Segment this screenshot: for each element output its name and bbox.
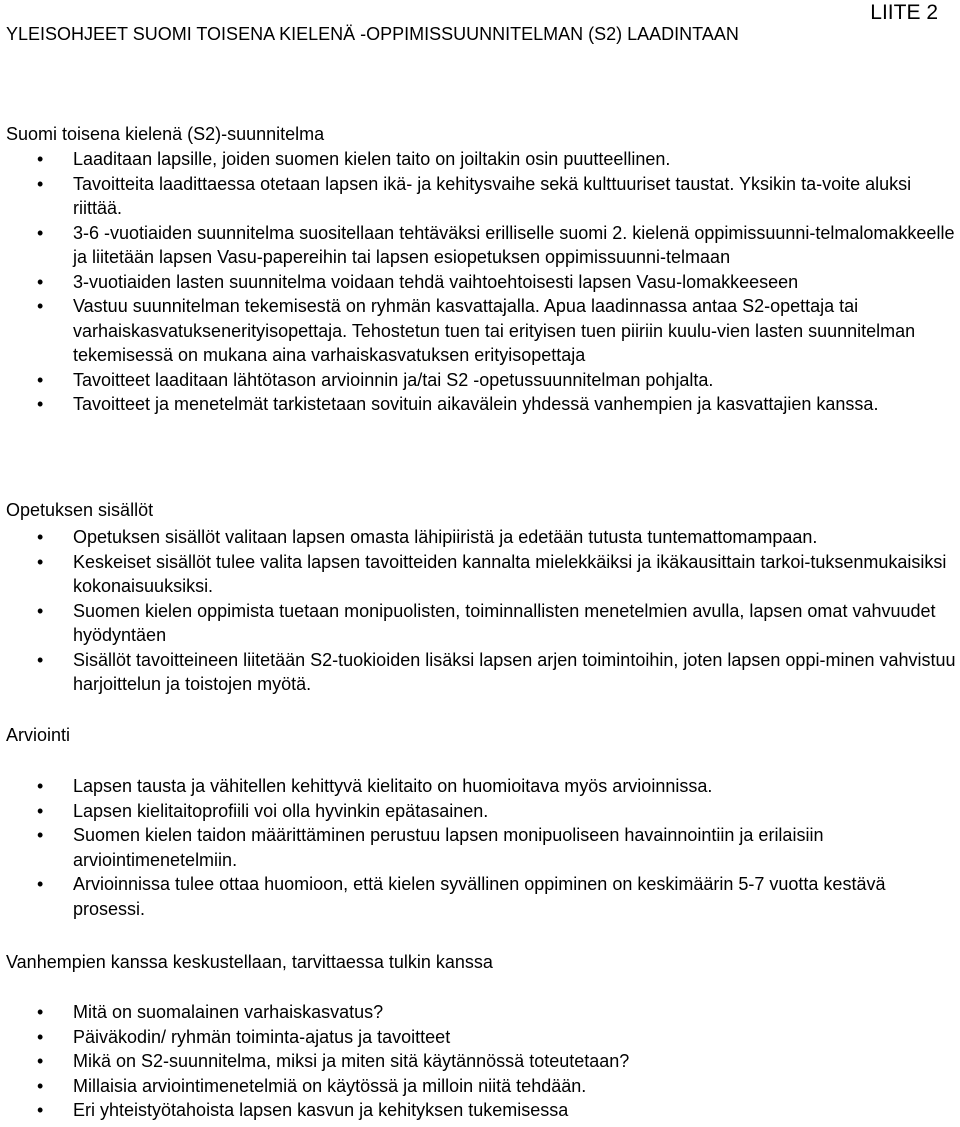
section-heading-assessment: Arviointi (6, 725, 71, 745)
appendix-label: LIITE 2 (870, 1, 938, 24)
s2-plan-list (0, 147, 960, 417)
list-item: • Mitä on suomalainen varhaiskasvatus? (0, 1000, 960, 1025)
list-item: • Opetuksen sisällöt valitaan lapsen omasta lähipiiristä ja edetään tutusta tuntemattomampaan. (0, 525, 960, 550)
section-heading-s2-plan: Suomi toisena kielenä (S2)-suunnitelma (6, 124, 325, 144)
list-item: • Suomen kielen taidon määrittäminen perustuu lapsen monipuoliseen havainnointiin ja erilaisiin arviointimenetelmiin. (0, 823, 960, 872)
section-heading-contents: Opetuksen sisällöt (6, 500, 154, 520)
list-item: • Laaditaan lapsille, joiden suomen kielen taito on joiltakin osin puutteellinen. (0, 147, 960, 172)
list-item: • Lapsen kielitaitoprofiili voi olla hyvinkin epätasainen. (0, 799, 960, 824)
list-item: • Mikä on S2-suunnitelma, miksi ja miten sitä käytännössä toteutetaan? (0, 1049, 960, 1074)
parents-list (0, 1000, 960, 1123)
list-item: • Päiväkodin/ ryhmän toiminta-ajatus ja tavoitteet (0, 1025, 960, 1050)
list-item: • Arvioinnissa tulee ottaa huomioon, että kielen syvällinen oppiminen on keskimäärin 5-7 vuotta kestävä prosessi. (0, 872, 960, 921)
list-item: • Vastuu suunnitelman tekemisestä on ryhmän kasvattajalla. Apua laadinnassa antaa S2-opettaja tai varhaiskasvatuksenerityisopettaja. Tehostetun tuen tai erityisen tuen piiriin kuulu-vien lasten suunnitelman tekemisessä on mukana aina varhaiskasvatuksen erityisopettaja (0, 294, 960, 368)
list-item: • Millaisia arviointimenetelmiä on käytössä ja milloin niitä tehdään. (0, 1074, 960, 1099)
list-item: • Lapsen tausta ja vähitellen kehittyvä kielitaito on huomioitava myös arvioinnissa. (0, 774, 960, 799)
list-item: • Tavoitteet ja menetelmät tarkistetaan sovituin aikavälein yhdessä vanhempien ja kasvattajien kanssa. (0, 392, 960, 417)
list-item: • 3-vuotiaiden lasten suunnitelma voidaan tehdä vaihtoehtoisesti lapsen Vasu-lomakkeeseen (0, 270, 960, 295)
section-heading-parents: Vanhempien kanssa keskustellaan, tarvittaessa tulkin kanssa (6, 952, 493, 972)
list-item: • Eri yhteistyötahoista lapsen kasvun ja kehityksen tukemisessa (0, 1098, 960, 1123)
list-item: • Tavoitteita laadittaessa otetaan lapsen ikä- ja kehitysvaihe sekä kulttuuriset taustat. Yksikin ta-voite aluksi riittää. (0, 172, 960, 221)
contents-list (0, 525, 960, 697)
list-item: • Sisällöt tavoitteineen liitetään S2-tuokioiden lisäksi lapsen arjen toimintoihin, joten lapsen oppi-minen vahvistuu harjoittelun ja toistojen myötä. (0, 648, 960, 697)
list-item: • Tavoitteet laaditaan lähtötason arvioinnin ja/tai S2 -opetussuunnitelman pohjalta. (0, 368, 960, 393)
list-item: • Suomen kielen oppimista tuetaan monipuolisten, toiminnallisten menetelmien avulla, lapsen omat vahvuudet hyödyntäen (0, 599, 960, 648)
assessment-list (0, 774, 960, 921)
list-item: • Keskeiset sisällöt tulee valita lapsen tavoitteiden kannalta mielekkäiksi ja ikäkausittain tarkoi-tuksenmukaisiksi kokonaisuuksiksi. (0, 550, 960, 599)
list-item: • 3-6 -vuotiaiden suunnitelma suositellaan tehtäväksi erilliselle suomi 2. kielenä oppimissuunni-telmalomakkeelle ja liitetään lapsen Vasu-papereihin tai lapsen esiopetuksen oppimissuunni-telmaan (0, 221, 960, 270)
document-title: YLEISOHJEET SUOMI TOISENA KIELENÄ -OPPIMISSUUNNITELMAN (S2) LAADINTAAN (6, 24, 739, 44)
